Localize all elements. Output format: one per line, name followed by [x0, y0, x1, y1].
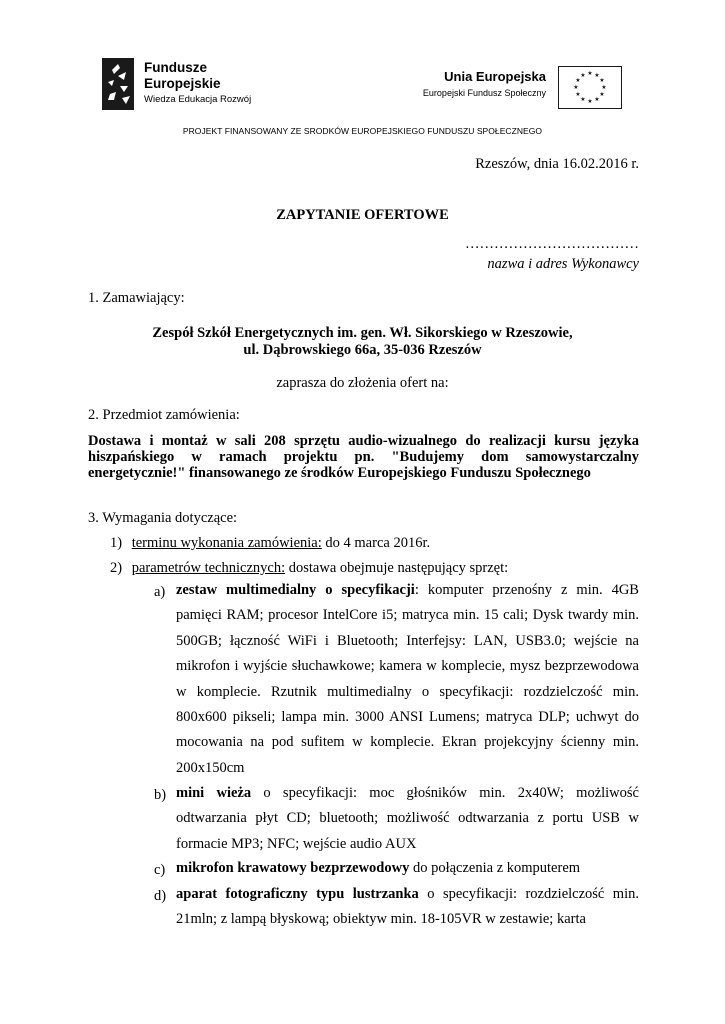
eu-flag-icon [558, 66, 622, 109]
svg-text:★: ★ [599, 77, 605, 84]
svg-text:★: ★ [594, 72, 600, 79]
unia-europejska-logo [412, 66, 622, 111]
ue-logo-line2: Europejski Fundusz Społeczny [422, 88, 546, 98]
project-funding-note: PROJEKT FINANSOWANY ZE SRODKÓW EUROPEJSKIEGO FUNDUSZU SPOŁECZNEGO [182, 126, 543, 136]
item-letter: a) [154, 584, 166, 600]
req-label: parametrów technicznych: [131, 560, 286, 576]
fe-logo-mark-icon [100, 56, 136, 112]
equipment-name: aparat fotograficzny typu lustrzanka [176, 886, 419, 902]
svg-text:★: ★ [594, 96, 600, 103]
req-text: dostawa obejmuje następujący sprzęt: [285, 560, 509, 576]
equipment-name: mikrofon krawatowy bezprzewodowy [176, 860, 410, 876]
equipment-spec: o specyfikacji: rozdzielczość min. 21mln; z lampą błyskową; obiektyw min. 18-105VR w zestawie; karta [176, 886, 639, 928]
place-date: Rzeszów, dnia 16.02.2016 r. [475, 156, 639, 172]
fe-logo-line2: Europejskie [144, 76, 221, 91]
item-letter: b) [154, 787, 167, 803]
equipment-name: mini wieża [176, 785, 252, 801]
svg-text:★: ★ [601, 84, 607, 91]
ue-logo-line1: Unia Europejska [444, 69, 546, 84]
section-3-heading: 3. Wymagania dotyczące: [88, 510, 238, 526]
svg-text:★: ★ [599, 91, 605, 98]
contractor-caption: nazwa i adres Wykonawcy [487, 256, 639, 272]
equipment-spec: : komputer przenośny z min. 4GB pamięci RAM; procesor IntelCore i5; matryca min. 15 cali; Dysk twardy min. 500GB; łączność WiFi i Bluetooth; Interfejsy: LAN, USB3.0; wejście na mikrofon i wyjście słuchawkowe; kamera w komplecie, mysz bezprzewodowa w komplecie. Rzutnik multimedialny o specyfikacji: rozdzielczość min. 800x600 pikseli; lampa min. 3000 ANSI Lumens; matryca DLP; uchwyt do mocowania na pod sufitem w komplecie. Ekran projekcyjny ścienny min. 200x150cm [176, 582, 639, 776]
equipment-name: zestaw multimedialny o specyfikacji [176, 582, 415, 598]
svg-text:★: ★ [587, 98, 593, 105]
school-name: Zespół Szkół Energetycznych im. gen. Wł. Sikorskiego w Rzeszowie, [152, 325, 573, 341]
svg-text:★: ★ [573, 84, 579, 91]
document-title: ZAPYTANIE OFERTOWE [276, 207, 449, 223]
fundusze-europejskie-logo [100, 56, 270, 112]
requirement-deadline [110, 535, 430, 552]
req-text: do 4 marca 2016r. [321, 535, 431, 551]
equipment-spec: o specyfikacji: moc głośników min. 2x40W; możliwość odtwarzania płyt CD; bluetooth; możliwość odtwarzania z portu USB w formacie MP3; NFC; wejście audio AUX [176, 785, 639, 852]
req-number: 2) [110, 560, 123, 576]
svg-text:★: ★ [580, 72, 586, 79]
section-1-heading: 1. Zamawiający: [88, 290, 185, 306]
equipment-item [176, 882, 639, 933]
item-letter: c) [154, 862, 166, 878]
equipment-spec: do połączenia z komputerem [409, 860, 581, 876]
equipment-item [176, 781, 639, 857]
school-address: ul. Dąbrowskiego 66a, 35-036 Rzeszów [243, 342, 482, 358]
fe-logo-line1: Fundusze [144, 60, 207, 75]
svg-text:★: ★ [587, 70, 593, 77]
req-label: terminu wykonania zamówienia: [131, 535, 322, 551]
equipment-item [176, 578, 639, 781]
requirement-technical [110, 560, 508, 577]
invitation-text: zaprasza do złożenia ofert na: [276, 375, 449, 391]
svg-text:★: ★ [575, 91, 581, 98]
fe-logo-line3: Wiedza Edukacja Rozwój [144, 94, 252, 105]
svg-text:★: ★ [575, 77, 581, 84]
req-number: 1) [110, 535, 123, 551]
order-subject: Dostawa i montaż w sali 208 sprzętu audio-wizualnego do realizacji kursu języka hiszpańskiego w ramach projektu pn. "Budujemy dom samowystarczalny energetycznie!" finansowanego ze środków Europejskiego Funduszu Społecznego [88, 433, 639, 481]
svg-text:★: ★ [580, 96, 586, 103]
item-letter: d) [154, 888, 167, 904]
contractor-dots: ……………………………… [465, 236, 639, 252]
section-2-heading: 2. Przedmiot zamówienia: [88, 407, 240, 423]
equipment-item [176, 856, 639, 881]
